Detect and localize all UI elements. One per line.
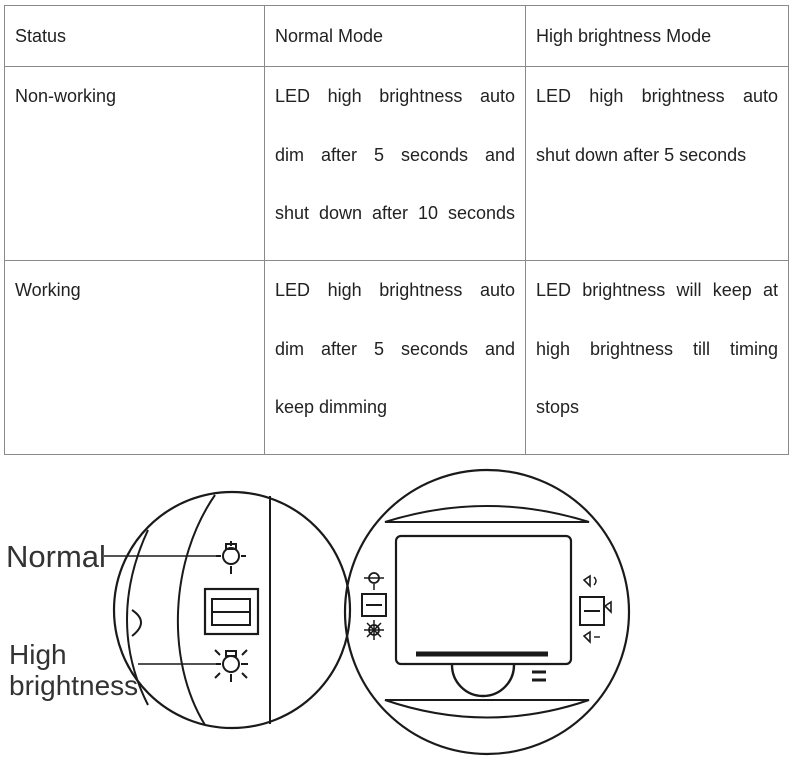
table-header-row [5, 6, 789, 67]
cell-line: LED brightness will keep at [536, 280, 778, 300]
table-row [5, 261, 789, 455]
mode-switch [205, 589, 258, 634]
zoom-circle [114, 492, 350, 728]
cell-line: stops [536, 397, 580, 417]
header-status: Status [5, 6, 265, 67]
device-diagram [0, 460, 796, 757]
cell-line: shut down after 10 seconds [275, 203, 515, 223]
cell-line: LED high brightness auto [275, 280, 515, 300]
high-brightness-icon [215, 650, 248, 682]
high-mode-cell [526, 67, 789, 261]
table-row [5, 67, 789, 261]
high-mode-cell [526, 261, 789, 455]
cell-line: dim after 5 seconds and [275, 144, 515, 165]
normal-mode-icon [216, 541, 246, 574]
mode-table [4, 5, 789, 455]
cell-line: LED high brightness auto [536, 86, 778, 106]
cell-line: dim after 5 seconds and [275, 338, 515, 359]
normal-mode-cell [265, 67, 526, 261]
cell-line: LED high brightness auto [275, 86, 515, 106]
label-normal: Normal [6, 539, 106, 574]
cell-line: keep dimming [275, 397, 388, 417]
cell-line: high brightness till timing [536, 338, 778, 359]
normal-mode-cell [265, 261, 526, 455]
cell-line: shut down after 5 seconds [536, 144, 747, 165]
header-normal-mode: Normal Mode [265, 6, 526, 67]
header-high-brightness-mode: High brightness Mode [526, 6, 789, 67]
label-high-brightness [9, 639, 138, 701]
label-high-line: brightness [9, 670, 139, 701]
device-top-view [345, 470, 629, 754]
status-cell: Working [5, 261, 265, 455]
label-high-line: High [9, 639, 67, 670]
status-cell: Non-working [5, 67, 265, 261]
